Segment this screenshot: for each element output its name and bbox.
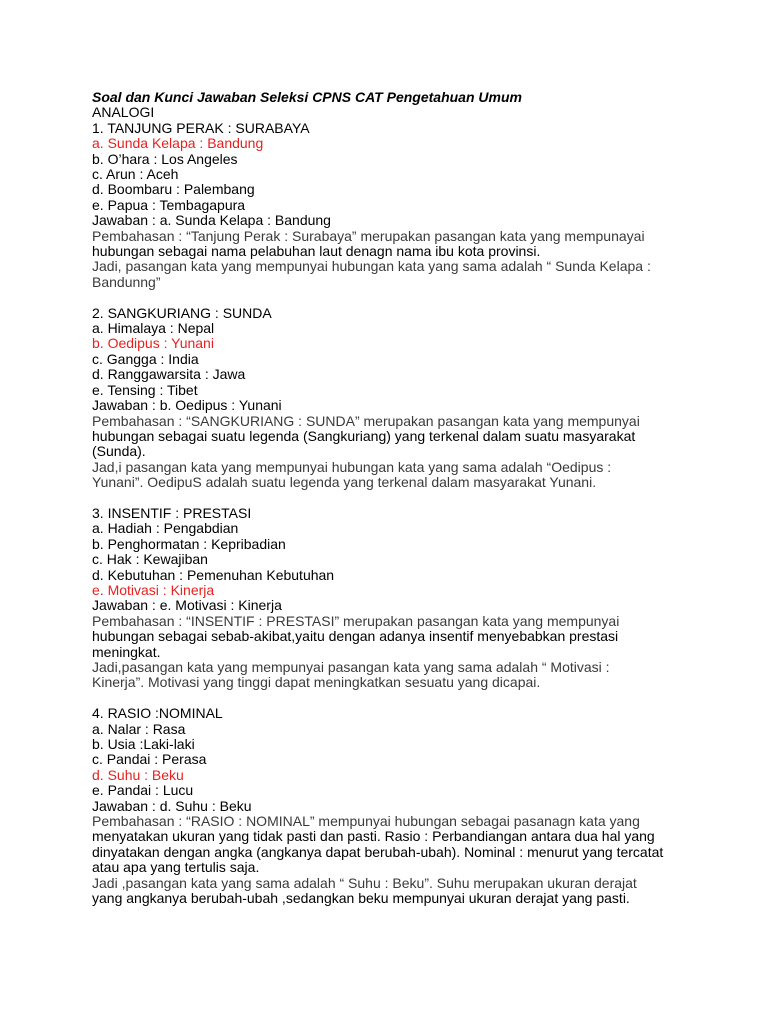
question-block [92,706,692,906]
answer-line: Jawaban : a. Sunda Kelapa : Bandung [92,212,331,229]
explanation-line: Pembahasan : “Tanjung Perak : Surabaya” merupakan pasangan kata yang mempunayai [92,227,645,244]
explanation-line: hubungan sebagai sebab-akibat,yaitu dengan adanya insentif menyebabkan prestasi [92,628,619,645]
spacer [92,691,692,706]
explanation-line: dinyatakan dengan angka (angkanya dapat berubah-ubah). Nominal : menurut yang tercatat [92,843,664,860]
explanation-line: Yunani”. OedipuS adalah suatu legenda yang terkenal dalam masyarakat Yunani. [92,474,597,491]
answer-line: Jawaban : e. Motivasi : Kinerja [92,597,282,614]
option: c. Hak : Kewajiban [92,551,208,568]
option: b. Usia :Laki-laki [92,736,195,753]
explanation-line: Pembahasan : “INSENTIF : PRESTASI” merupakan pasangan kata yang mempunyai [92,612,620,629]
explanation-line: meningkat. [92,643,161,660]
explanation-line: Pembahasan : “RASIO : NOMINAL” mempunyai hubungan sebagai pasanagn kata yang [92,813,640,830]
option: d. Boombaru : Palembang [92,181,255,198]
question-block [92,121,692,290]
option-correct: b. Oedipus : Yunani [92,335,214,352]
explanation-line: Jad,i pasangan kata yang mempunyai hubungan kata yang sama adalah “Oedipus : [92,458,612,475]
spacer [92,290,692,305]
explanation-line: yang angkanya berubah-ubah ,sedangkan beku mempunyai ukuran derajat yang pasti. [92,890,630,907]
option: e. Tensing : Tibet [92,381,198,398]
option-correct: d. Suhu : Beku [92,766,184,783]
explanation-line: hubungan sebagai nama pelabuhan laut denagn nama ibu kota provinsi. [92,243,541,260]
question-text: 2. SANGKURIANG : SUNDA [92,304,272,321]
explanation-line: Kinerja”. Motivasi yang tinggi dapat meningkatkan sesuatu yang dicapai. [92,674,541,691]
option: d. Ranggawarsita : Jawa [92,366,246,383]
question-block [92,306,692,491]
option: a. Himalaya : Nepal [92,320,215,337]
option: e. Papua : Tembagapura [92,196,246,213]
explanation-line: (Sunda). [92,443,146,460]
explanation-line: Bandunng” [92,273,161,290]
question-block [92,506,692,691]
explanation-line: Pembahasan : “SANGKURIANG : SUNDA” merupakan pasangan kata yang mempunyai [92,412,640,429]
question-text: 1. TANJUNG PERAK : SURABAYA [92,119,310,136]
option: a. Nalar : Rasa [92,720,186,737]
document-title: Soal dan Kunci Jawaban Seleksi CPNS CAT Pengetahuan Umum [92,89,522,105]
question-text: 4. RASIO :NOMINAL [92,705,223,722]
answer-line: Jawaban : b. Oedipus : Yunani [92,397,282,414]
option: b. O’hara : Los Angeles [92,150,238,167]
section-heading: ANALOGI [92,104,155,121]
option: c. Arun : Aceh [92,166,179,183]
option-correct: e. Motivasi : Kinerja [92,581,215,598]
explanation-line: Jadi,pasangan kata yang mempunyai pasangan kata yang sama adalah “ Motivasi : [92,659,610,675]
explanation-line: atau apa yang tertulis saja. [92,859,260,876]
option-correct: a. Sunda Kelapa : Bandung [92,135,264,152]
explanation-line: Jadi ,pasangan kata yang sama adalah “ Suhu : Beku”. Suhu merupakan ukuran derajat [92,874,637,891]
option: d. Kebutuhan : Pemenuhan Kebutuhan [92,566,335,583]
option: a. Hadiah : Pengabdian [92,520,239,537]
option: e. Pandai : Lucu [92,782,194,799]
answer-line: Jawaban : d. Suhu : Beku [92,797,252,814]
option: b. Penghormatan : Kepribadian [92,535,286,552]
question-text: 3. INSENTIF : PRESTASI [92,504,252,521]
option: c. Gangga : India [92,350,199,367]
explanation-line: Jadi, pasangan kata yang mempunyai hubungan kata yang sama adalah “ Sunda Kelapa : [92,258,651,275]
document-content [92,90,692,906]
explanation-line: menyatakan ukuran yang tidak pasti dan pasti. Rasio : Perbandiangan antara dua hal yang [92,828,655,845]
spacer [92,491,692,506]
explanation-line: hubungan sebagai suatu legenda (Sangkuriang) yang terkenal dalam suatu masyarakat [92,427,636,444]
option: c. Pandai : Perasa [92,751,207,768]
